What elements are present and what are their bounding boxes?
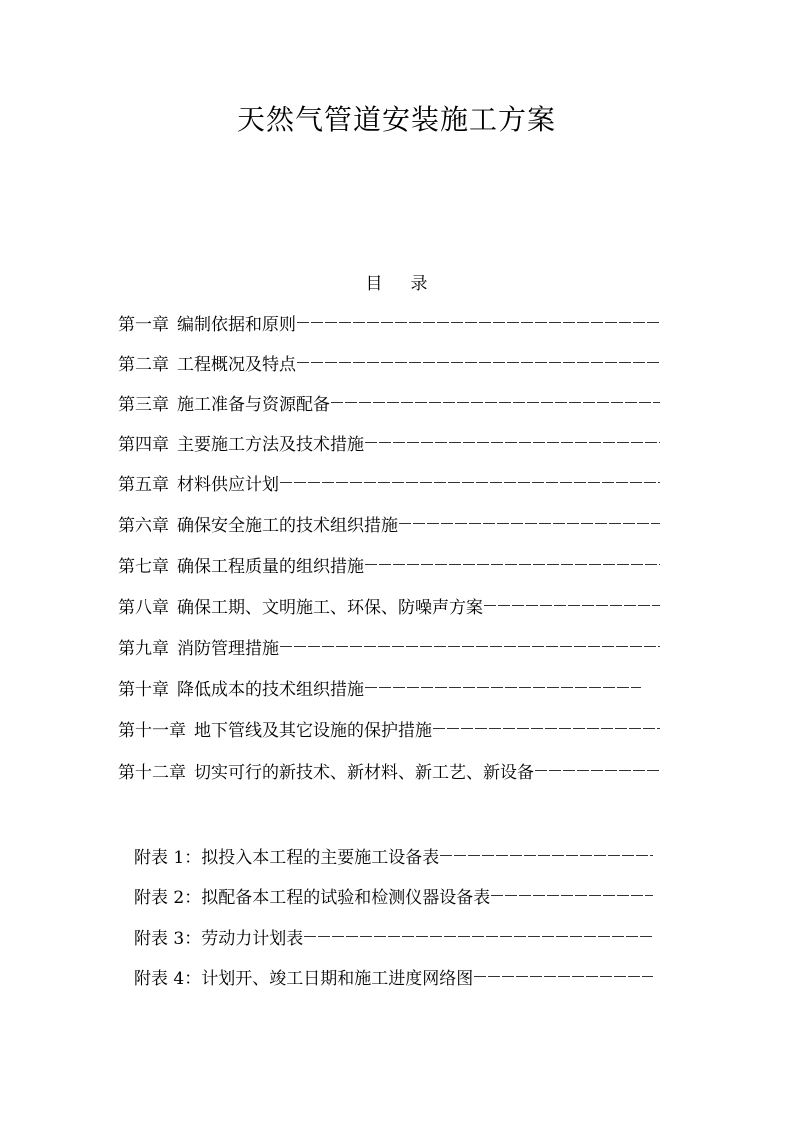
dot-leader — [365, 564, 660, 565]
chapter-number: 第十二章 — [118, 762, 186, 783]
chapter-number: 第一章 — [118, 314, 169, 335]
chapter-number: 第十章 — [118, 679, 169, 700]
chapter-number: 第五章 — [118, 474, 169, 495]
appendix-title: 拟投入本工程的主要施工设备表 — [201, 847, 440, 868]
dot-leader — [484, 605, 660, 606]
chapter-title: 切实可行的新技术、新材料、新工艺、新设备 — [194, 762, 534, 783]
dot-leader — [280, 482, 660, 483]
chapter-number: 第十一章 — [118, 720, 186, 741]
toc-heading — [0, 269, 793, 294]
dot-leader — [297, 322, 660, 323]
toc-heading-char: 目 — [365, 274, 383, 294]
chapter-number: 第八章 — [118, 597, 169, 618]
chapter-title: 地下管线及其它设施的保护措施 — [194, 720, 432, 741]
chapter-title: 编制依据和原则 — [177, 314, 296, 335]
toc-entry-appendix[interactable] — [134, 924, 653, 948]
dot-leader — [297, 362, 660, 363]
chapter-number: 第三章 — [118, 394, 169, 415]
toc-entry-chapter[interactable] — [118, 350, 660, 374]
toc-entry-appendix[interactable] — [134, 883, 653, 907]
dot-leader — [280, 646, 660, 647]
dot-leader — [535, 770, 660, 771]
chapter-title: 确保工程质量的组织措施 — [177, 556, 364, 577]
appendix-title: 劳动力计划表 — [201, 928, 304, 949]
toc-entry-chapter[interactable] — [118, 634, 660, 658]
chapter-title: 材料供应计划 — [177, 474, 279, 495]
dot-leader — [365, 442, 660, 443]
chapter-title: 主要施工方法及技术措施 — [177, 434, 364, 455]
toc-entry-chapter[interactable] — [118, 470, 660, 494]
dot-leader — [365, 687, 641, 688]
chapter-title: 消防管理措施 — [177, 638, 279, 659]
toc-entry-chapter[interactable] — [118, 758, 660, 782]
chapter-title: 施工准备与资源配备 — [177, 394, 330, 415]
dot-leader — [399, 523, 660, 524]
document-title: 天然气管道安装施工方案 — [236, 103, 556, 136]
dot-leader — [433, 728, 660, 729]
chapter-number: 第六章 — [118, 515, 169, 536]
appendix-number: 附表 3： — [134, 928, 202, 949]
chapter-number: 第九章 — [118, 638, 169, 659]
toc-entry-chapter[interactable] — [118, 675, 641, 699]
toc-entry-chapter[interactable] — [118, 430, 660, 454]
appendix-number: 附表 1： — [134, 847, 202, 868]
toc-entry-chapter[interactable] — [118, 593, 660, 617]
dot-leader — [304, 936, 653, 937]
toc-entry-appendix[interactable] — [134, 964, 653, 988]
chapter-title: 工程概况及特点 — [177, 354, 296, 375]
dot-leader — [491, 895, 653, 896]
chapter-number: 第四章 — [118, 434, 169, 455]
toc-entry-chapter[interactable] — [118, 552, 660, 576]
appendix-number: 附表 4： — [134, 968, 202, 989]
chapter-number: 第二章 — [118, 354, 169, 375]
toc-entry-chapter[interactable] — [118, 310, 660, 334]
appendix-title: 拟配备本工程的试验和检测仪器设备表 — [201, 887, 491, 908]
dot-leader — [331, 402, 660, 403]
dot-leader — [440, 855, 653, 856]
toc-entry-chapter[interactable] — [118, 390, 660, 414]
toc-entry-appendix[interactable] — [134, 843, 653, 867]
toc-heading-char: 录 — [410, 274, 428, 294]
chapter-title: 确保安全施工的技术组织措施 — [177, 515, 398, 536]
dot-leader — [474, 976, 653, 977]
appendix-title: 计划开、竣工日期和施工进度网络图 — [201, 968, 474, 989]
chapter-number: 第七章 — [118, 556, 169, 577]
chapter-title: 确保工期、文明施工、环保、防噪声方案 — [177, 597, 483, 618]
toc-entry-chapter[interactable] — [118, 511, 660, 535]
appendix-number: 附表 2： — [134, 887, 202, 908]
toc-entry-chapter[interactable] — [118, 716, 660, 740]
chapter-title: 降低成本的技术组织措施 — [177, 679, 364, 700]
